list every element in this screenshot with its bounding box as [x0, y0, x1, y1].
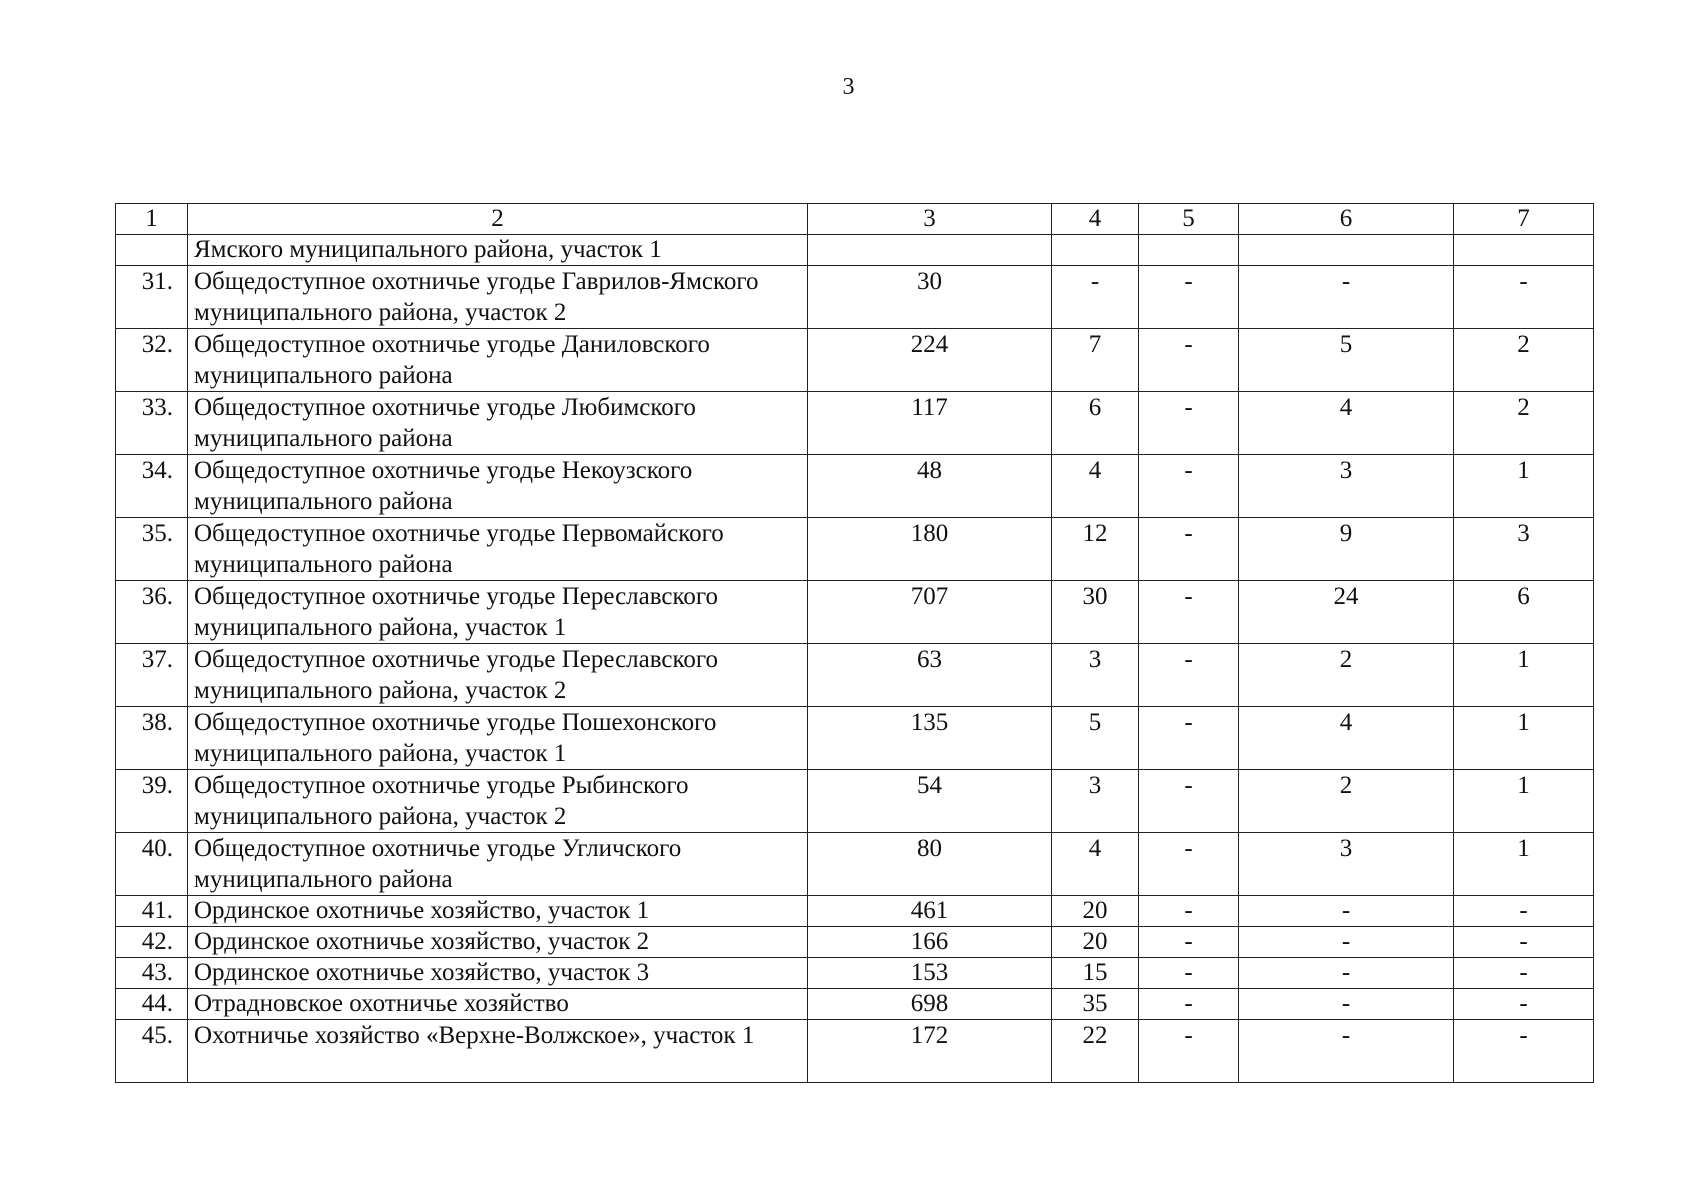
column-6-cell: 4: [1239, 392, 1454, 455]
column-4-cell: 7: [1052, 329, 1139, 392]
table-row: [116, 581, 1594, 644]
column-7-cell: -: [1454, 927, 1594, 958]
column-5-cell: [1139, 235, 1239, 266]
column-5-cell: -: [1139, 833, 1239, 896]
column-5-cell: -: [1139, 392, 1239, 455]
row-number-cell: 45.: [116, 1020, 188, 1083]
ground-name-cell: Общедоступное охотничье угодье Гаврилов-Ямского муниципального района, участок 2: [188, 266, 808, 329]
column-3-cell: 30: [808, 266, 1052, 329]
column-3-cell: 172: [808, 1020, 1052, 1083]
row-number-cell: 35.: [116, 518, 188, 581]
row-number-cell: 40.: [116, 833, 188, 896]
column-6-cell: -: [1239, 927, 1454, 958]
row-number-cell: 39.: [116, 770, 188, 833]
column-3-cell: 224: [808, 329, 1052, 392]
row-number-cell: 36.: [116, 581, 188, 644]
column-header-1: 1: [116, 204, 188, 235]
column-3-cell: [808, 235, 1052, 266]
column-7-cell: -: [1454, 989, 1594, 1020]
table-row: [116, 770, 1594, 833]
ground-name-cell: Общедоступное охотничье угодье Переславского муниципального района, участок 2: [188, 644, 808, 707]
ground-name-cell: Ординское охотничье хозяйство, участок 3: [188, 958, 808, 989]
column-3-cell: 707: [808, 581, 1052, 644]
column-7-cell: 2: [1454, 329, 1594, 392]
column-5-cell: -: [1139, 518, 1239, 581]
column-6-cell: 5: [1239, 329, 1454, 392]
column-7-cell: [1454, 235, 1594, 266]
column-5-cell: -: [1139, 707, 1239, 770]
column-3-cell: 63: [808, 644, 1052, 707]
column-6-cell: 2: [1239, 770, 1454, 833]
column-3-cell: 461: [808, 896, 1052, 927]
column-3-cell: 54: [808, 770, 1052, 833]
ground-name-cell: Общедоступное охотничье угодье Некоузского муниципального района: [188, 455, 808, 518]
table-row: [116, 266, 1594, 329]
column-6-cell: 2: [1239, 644, 1454, 707]
column-5-cell: -: [1139, 1020, 1239, 1083]
column-7-cell: -: [1454, 896, 1594, 927]
ground-name-cell: Ординское охотничье хозяйство, участок 1: [188, 896, 808, 927]
column-header-3: 3: [808, 204, 1052, 235]
row-number-cell: 38.: [116, 707, 188, 770]
ground-name-cell: Общедоступное охотничье угодье Первомайского муниципального района: [188, 518, 808, 581]
column-4-cell: [1052, 235, 1139, 266]
column-6-cell: [1239, 235, 1454, 266]
row-number-cell: 43.: [116, 958, 188, 989]
column-3-cell: 180: [808, 518, 1052, 581]
column-7-cell: 2: [1454, 392, 1594, 455]
column-4-cell: 35: [1052, 989, 1139, 1020]
ground-name-cell: Общедоступное охотничье угодье Угличского муниципального района: [188, 833, 808, 896]
ground-name-cell: Охотничье хозяйство «Верхне-Волжское», участок 1: [188, 1020, 808, 1083]
table-row: [116, 235, 1594, 266]
ground-name-cell: Общедоступное охотничье угодье Пошехонского муниципального района, участок 1: [188, 707, 808, 770]
column-header-5: 5: [1139, 204, 1239, 235]
table-row: [116, 392, 1594, 455]
column-6-cell: 9: [1239, 518, 1454, 581]
column-4-cell: 3: [1052, 770, 1139, 833]
row-number-cell: 37.: [116, 644, 188, 707]
table-row: [116, 455, 1594, 518]
column-7-cell: 1: [1454, 707, 1594, 770]
row-number-cell: 44.: [116, 989, 188, 1020]
column-4-cell: 22: [1052, 1020, 1139, 1083]
table-row: [116, 927, 1594, 958]
table-row: [116, 989, 1594, 1020]
table-row: [116, 896, 1594, 927]
ground-name-cell: Общедоступное охотничье угодье Любимского муниципального района: [188, 392, 808, 455]
row-number-cell: 33.: [116, 392, 188, 455]
column-number-row: [116, 204, 1594, 235]
row-number-cell: 34.: [116, 455, 188, 518]
ground-name-cell: Ординское охотничье хозяйство, участок 2: [188, 927, 808, 958]
column-6-cell: -: [1239, 958, 1454, 989]
table-row: [116, 833, 1594, 896]
column-3-cell: 135: [808, 707, 1052, 770]
column-7-cell: -: [1454, 958, 1594, 989]
column-4-cell: -: [1052, 266, 1139, 329]
column-4-cell: 15: [1052, 958, 1139, 989]
column-6-cell: 3: [1239, 833, 1454, 896]
column-5-cell: -: [1139, 266, 1239, 329]
column-3-cell: 48: [808, 455, 1052, 518]
row-number-cell: 41.: [116, 896, 188, 927]
column-3-cell: 698: [808, 989, 1052, 1020]
table-row: [116, 329, 1594, 392]
column-5-cell: -: [1139, 581, 1239, 644]
column-header-6: 6: [1239, 204, 1454, 235]
ground-name-cell: Общедоступное охотничье угодье Переславского муниципального района, участок 1: [188, 581, 808, 644]
column-4-cell: 4: [1052, 455, 1139, 518]
table-body: [116, 235, 1594, 1083]
column-4-cell: 12: [1052, 518, 1139, 581]
row-number-cell: 32.: [116, 329, 188, 392]
column-3-cell: 80: [808, 833, 1052, 896]
column-header-2: 2: [188, 204, 808, 235]
column-5-cell: -: [1139, 455, 1239, 518]
table-row: [116, 707, 1594, 770]
column-4-cell: 3: [1052, 644, 1139, 707]
ground-name-cell: Отрадновское охотничье хозяйство: [188, 989, 808, 1020]
column-6-cell: -: [1239, 989, 1454, 1020]
column-7-cell: 1: [1454, 833, 1594, 896]
table-row: [116, 644, 1594, 707]
column-3-cell: 117: [808, 392, 1052, 455]
row-number-cell: 42.: [116, 927, 188, 958]
column-5-cell: -: [1139, 958, 1239, 989]
column-4-cell: 20: [1052, 896, 1139, 927]
column-6-cell: 3: [1239, 455, 1454, 518]
column-6-cell: 4: [1239, 707, 1454, 770]
table-row: [116, 958, 1594, 989]
column-4-cell: 4: [1052, 833, 1139, 896]
page-number: 3: [842, 74, 855, 100]
column-5-cell: -: [1139, 989, 1239, 1020]
column-3-cell: 166: [808, 927, 1052, 958]
row-number-cell: [116, 235, 188, 266]
column-7-cell: 3: [1454, 518, 1594, 581]
column-7-cell: 1: [1454, 770, 1594, 833]
column-header-7: 7: [1454, 204, 1594, 235]
column-header-4: 4: [1052, 204, 1139, 235]
column-4-cell: 5: [1052, 707, 1139, 770]
column-5-cell: -: [1139, 927, 1239, 958]
column-4-cell: 30: [1052, 581, 1139, 644]
column-7-cell: -: [1454, 1020, 1594, 1083]
column-6-cell: -: [1239, 266, 1454, 329]
ground-name-cell: Общедоступное охотничье угодье Даниловского муниципального района: [188, 329, 808, 392]
ground-name-cell: Общедоступное охотничье угодье Рыбинского муниципального района, участок 2: [188, 770, 808, 833]
column-5-cell: -: [1139, 896, 1239, 927]
column-7-cell: 1: [1454, 644, 1594, 707]
table-row: [116, 518, 1594, 581]
column-6-cell: -: [1239, 1020, 1454, 1083]
column-6-cell: -: [1239, 896, 1454, 927]
column-5-cell: -: [1139, 644, 1239, 707]
column-3-cell: 153: [808, 958, 1052, 989]
column-4-cell: 6: [1052, 392, 1139, 455]
column-5-cell: -: [1139, 770, 1239, 833]
column-7-cell: -: [1454, 266, 1594, 329]
column-5-cell: -: [1139, 329, 1239, 392]
column-7-cell: 6: [1454, 581, 1594, 644]
row-number-cell: 31.: [116, 266, 188, 329]
table-row: [116, 1020, 1594, 1083]
column-4-cell: 20: [1052, 927, 1139, 958]
column-7-cell: 1: [1454, 455, 1594, 518]
hunting-grounds-table: [115, 203, 1594, 1083]
ground-name-cell: Ямского муниципального района, участок 1: [188, 235, 808, 266]
column-6-cell: 24: [1239, 581, 1454, 644]
